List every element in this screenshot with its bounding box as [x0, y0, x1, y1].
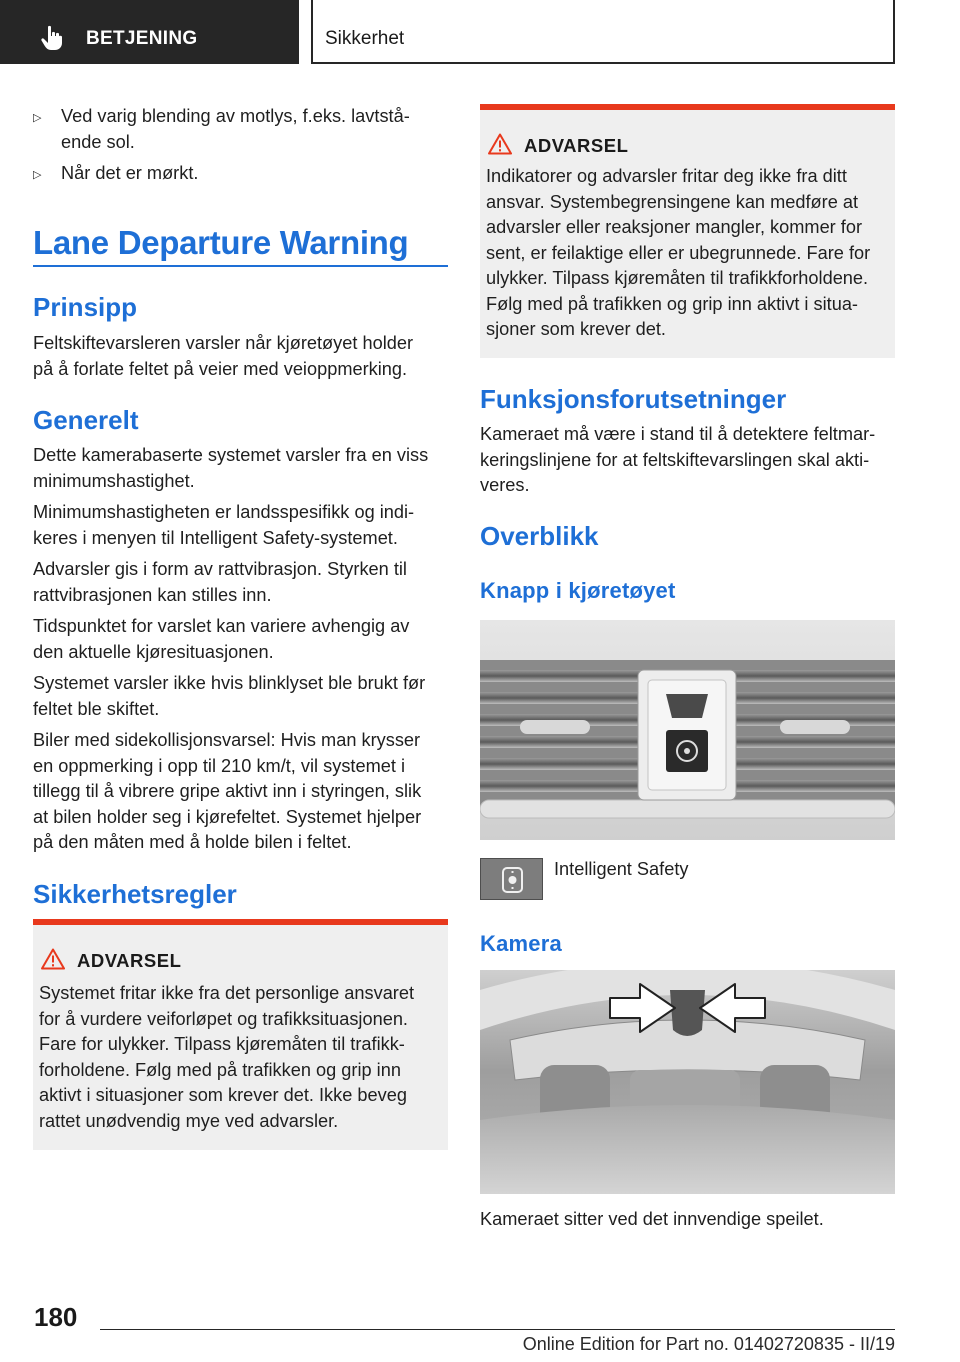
- title-underline: [33, 265, 448, 267]
- heading-kamera: Kamera: [480, 931, 562, 956]
- generelt-paragraph: Biler med sidekollisjonsvarsel: Hvis man krysser en oppmerking i opp til 210 km/t, vil systemet i tillegg til å vibrere gripe aktivt inn i styringen, slik at bilen holder seg i kjørefeltet. Systemet hjelper på den måten med å holde bilen i feltet.: [33, 730, 422, 852]
- warning-box: [33, 919, 448, 1150]
- camera-photo: [480, 970, 895, 1194]
- chapter-label: Sikkerhet: [325, 28, 405, 49]
- camera-caption: Kameraet sitter ved det innvendige speilet.: [480, 1209, 824, 1229]
- generelt-paragraph: Minimumshastigheten er landsspesifikk og indi- keres i menyen til Intelligent Safety-systemet.: [33, 502, 415, 548]
- button-photo: [480, 620, 895, 840]
- edition-note: Online Edition for Part no. 01402720835 - II/19: [522, 1334, 895, 1354]
- generelt-paragraph: Advarsler gis i form av rattvibrasjon. Styrken til rattvibrasjonen kan stilles inn.: [33, 559, 407, 605]
- footer-rule: [100, 1329, 895, 1330]
- bullet-triangle-icon: ▷: [33, 112, 42, 124]
- intelligent-safety-label: Intelligent Safety: [554, 859, 689, 879]
- generelt-paragraph: Tidspunktet for varslet kan variere avhengig av den aktuelle kjøresituasjonen.: [33, 616, 410, 662]
- bullet-triangle-icon: ▷: [33, 169, 42, 181]
- warning-bar: [33, 919, 448, 925]
- bullet-text: Når det er mørkt.: [61, 163, 199, 183]
- heading-prinsipp: Prinsipp: [33, 292, 138, 322]
- intelligent-safety-row: [480, 858, 895, 902]
- generelt-paragraph: Systemet varsler ikke hvis blinklyset ble brukt før feltet ble skiftet.: [33, 673, 426, 719]
- generelt-paragraph: Dette kamerabaserte systemet varsler fra en viss minimumshastighet.: [33, 445, 429, 491]
- funksjon-text: Kameraet må være i stand til å detektere feltmar- keringslinjene for at feltskiftevarslingen skal akti- veres.: [480, 424, 876, 495]
- bullet-text: Ved varig blending av motlys, f.eks. lavtstå- ende sol.: [61, 106, 410, 152]
- heading-sikkerhetsregler: Sikkerhetsregler: [33, 879, 237, 909]
- heading-generelt: Generelt: [33, 405, 139, 435]
- heading-knapp: Knapp i kjøretøyet: [480, 578, 676, 603]
- page-title: Lane Departure Warning: [33, 224, 409, 261]
- heading-funksjonsforutsetninger: Funksjonsforutsetninger: [480, 384, 787, 414]
- warning-text: Indikatorer og advarsler fritar deg ikke fra ditt ansvar. Systembegrensingene kan medføre at advarsler eller reaksjoner mangler, kommer for sent, er feilaktige eller er ubegrunnede. Fare for ulykker. Tilpass kjøremåten til trafikkforholdene. Følg med på trafikken og grip inn aktivt i situa- sjoner som krever det.: [486, 166, 871, 339]
- prinsipp-text: Feltskiftevarsleren varsler når kjøretøyet holder på å forlate feltet på veier med veioppmerking.: [33, 333, 414, 379]
- section-label: BETJENING: [86, 28, 198, 49]
- intelligent-safety-icon: [480, 858, 543, 900]
- warning-text: Systemet fritar ikke fra det personlige ansvaret for å vurdere veiforløpet og trafikksituasjonen. Fare for ulykker. Tilpass kjøremåten til trafikk- forholdene. Følg med på trafikken og grip inn aktivt i situasjoner som krever det. Ikke beveg rattet unødvendig mye ved advarsler.: [39, 983, 415, 1131]
- heading-overblikk: Overblikk: [480, 521, 599, 551]
- warning-title: ADVARSEL: [524, 135, 629, 156]
- page-number: 180: [34, 1302, 78, 1332]
- warning-title: ADVARSEL: [77, 950, 182, 971]
- warning-triangle-icon: [41, 948, 65, 970]
